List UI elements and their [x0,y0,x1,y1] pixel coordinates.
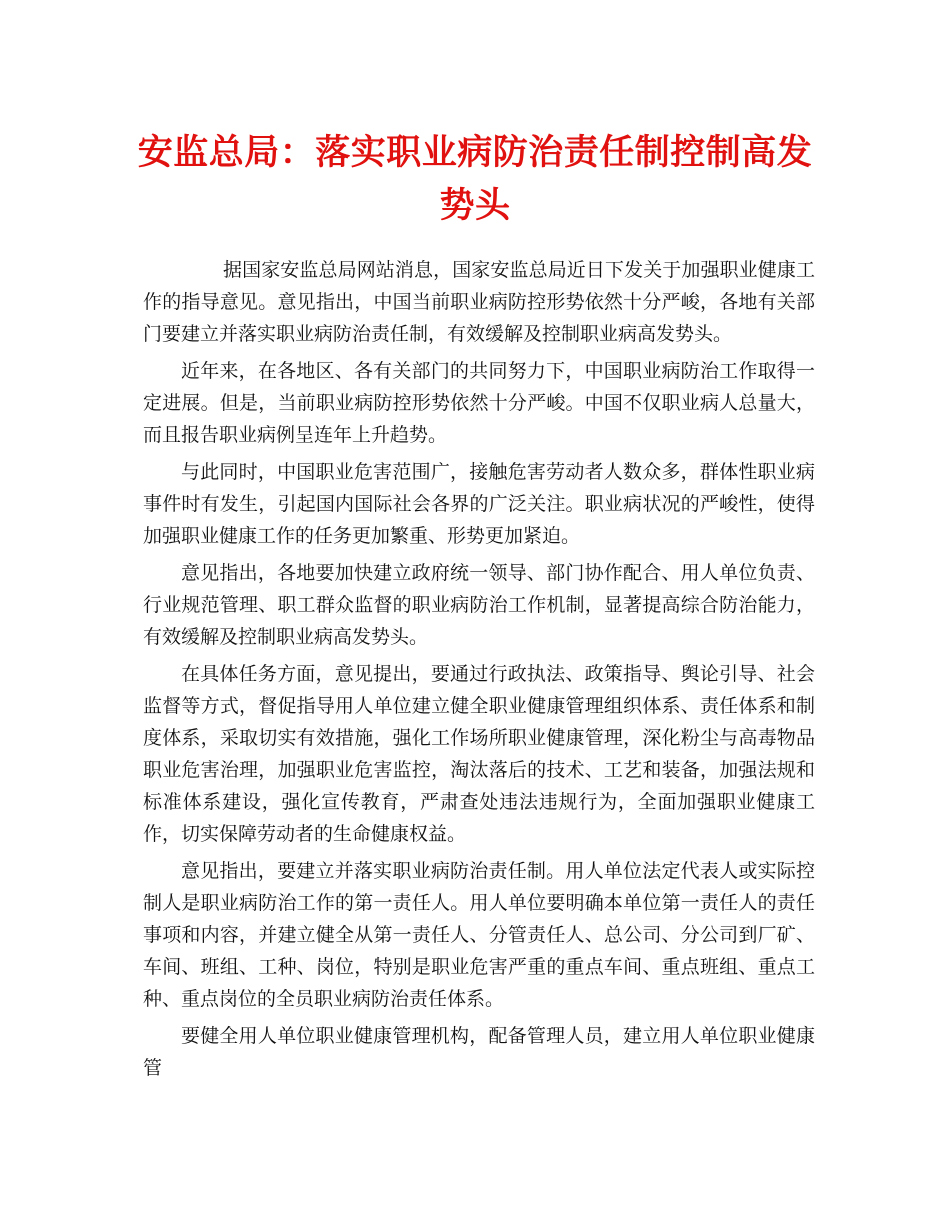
document-title: 安监总局：落实职业病防治责任制控制高发势头 [137,132,813,226]
paragraph: 与此同时，中国职业危害范围广，接触危害劳动者人数众多，群体性职业病事件时有发生，引起国内国际社会各界的广泛关注。职业病状况的严峻性，使得加强职业健康工作的任务更加繁重、形势更加紧迫。 [143,461,815,547]
document-body [143,254,815,1089]
paragraph: 近年来，在各地区、各有关部门的共同努力下，中国职业病防治工作取得一定进展。但是，当前职业病防控形势依然十分严峻。中国不仅职业病人总量大，而且报告职业病例呈连年上升趋势。 [143,360,815,446]
paragraph: 据国家安监总局网站消息，国家安监总局近日下发关于加强职业健康工作的指导意见。意见指出，中国当前职业病防控形势依然十分严峻，各地有关部门要建立并落实职业病防治责任制，有效缓解及控制职业病高发势头。 [143,259,815,345]
paragraph: 意见指出，要建立并落实职业病防治责任制。用人单位法定代表人或实际控制人是职业病防治工作的第一责任人。用人单位要明确本单位第一责任人的责任事项和内容，并建立健全从第一责任人、分管责任人、总公司、分公司到厂矿、车间、班组、工种、岗位，特别是职业危害严重的重点车间、重点班组、重点工种、重点岗位的全员职业病防治责任体系。 [143,860,815,1010]
paragraph: 意见指出，各地要加快建立政府统一领导、部门协作配合、用人单位负责、行业规范管理、职工群众监督的职业病防治工作机制，显著提高综合防治能力，有效缓解及控制职业病高发势头。 [143,562,815,648]
paragraph: 在具体任务方面，意见提出，要通过行政执法、政策指导、舆论引导、社会监督等方式，督促指导用人单位建立健全职业健康管理组织体系、责任体系和制度体系，采取切实有效措施，强化工作场所职业健康管理，深化粉尘与高毒物品职业危害治理，加强职业危害监控，淘汰落后的技术、工艺和装备，加强法规和标准体系建设，强化宣传教育，严肃查处违法违规行为，全面加强职业健康工作，切实保障劳动者的生命健康权益。 [143,663,815,845]
paragraph: 要健全用人单位职业健康管理机构，配备管理人员，建立用人单位职业健康管 [143,1025,815,1079]
